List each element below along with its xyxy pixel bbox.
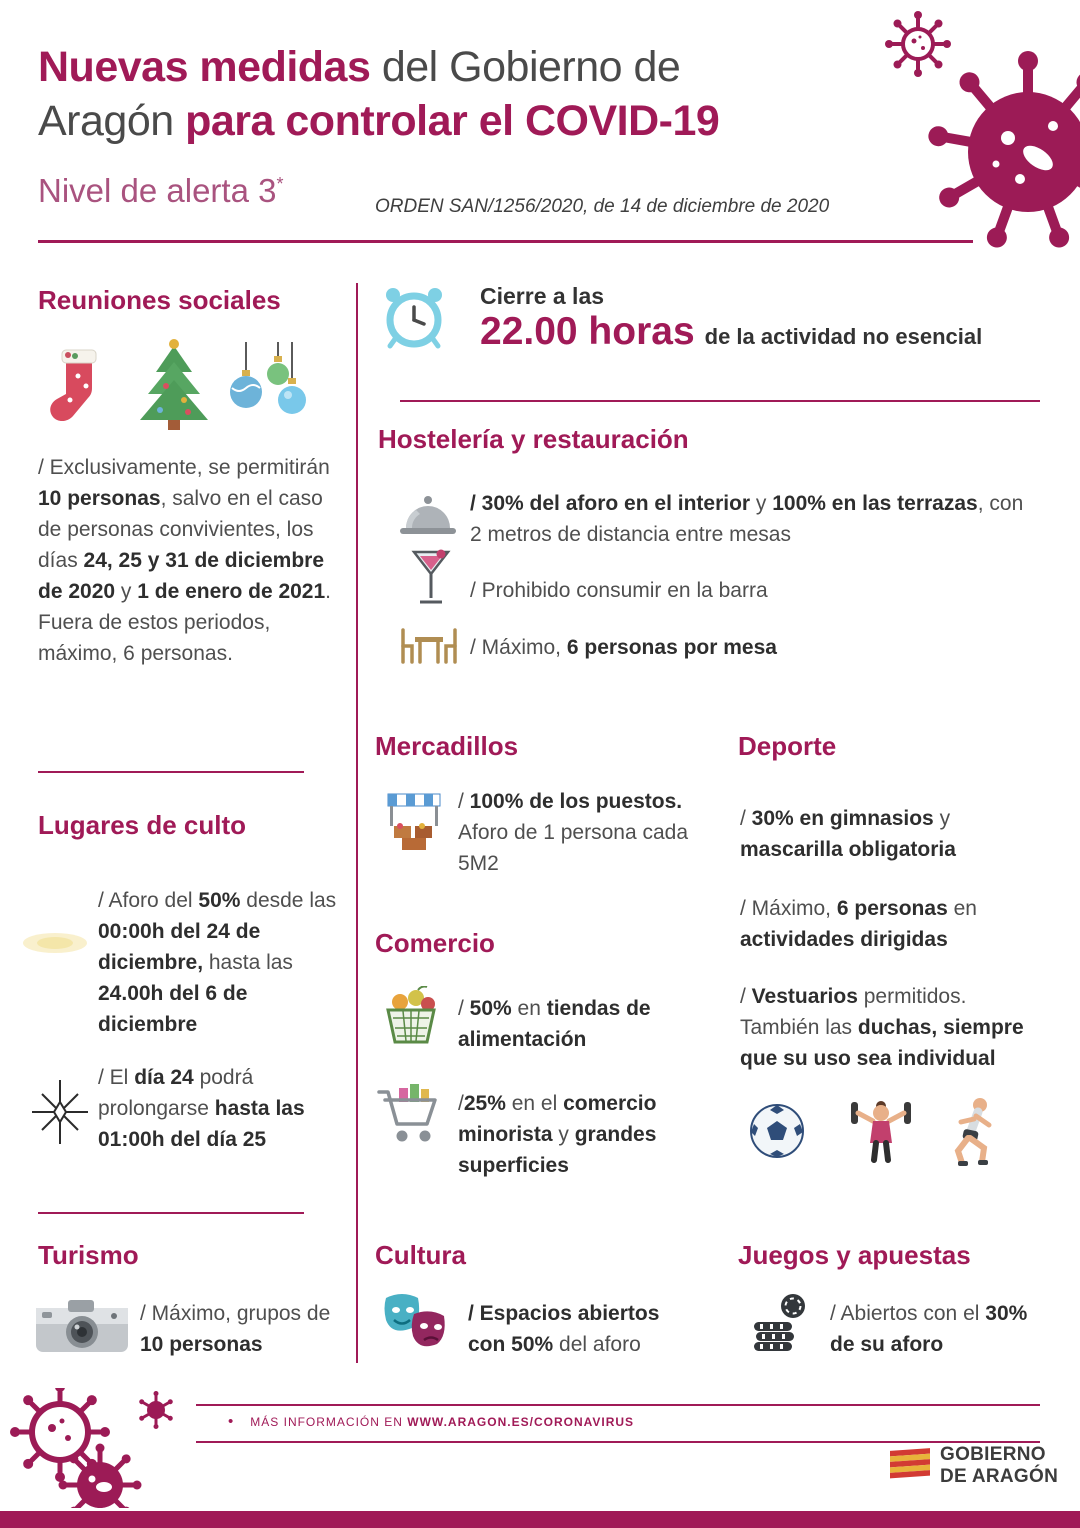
camera-icon [34,1292,130,1356]
section-heading: Hostelería y restauración [378,424,689,454]
divider [38,771,304,773]
stocking-icon [40,342,112,430]
alert-asterisk: * [276,174,284,194]
section-heading: Deporte [738,731,837,761]
baubles-icon [228,342,306,430]
section-body: / Aforo del 50% desde las 00:00h del 24 de diciembre, hasta las 24.00h del 6 de diciembre [98,889,337,1036]
virus-icon [870,0,1080,290]
divider [196,1441,1040,1443]
section-body: / 100% de los puestos. Aforo de 1 persona cada 5M2 [458,790,688,875]
section-body: / Abiertos con el 30% de su aforo [830,1302,1028,1356]
footer-bar [0,1511,1080,1528]
aragon-flag-icon [888,1445,934,1485]
star-icon [26,1078,94,1146]
section-body: /25% en el comercio minorista y grandes superficies [458,1092,657,1177]
section-body: / Vestuarios permitidos. También las duchas, siempre que su uso sea individual [740,985,1024,1070]
alarm-clock-icon [382,284,446,350]
closing-time: 22.00 horas [480,310,695,353]
section-heading: Mercadillos [375,731,519,761]
section-body: / Prohibido consumir en la barra [470,579,768,602]
closing-time-text [480,283,982,354]
footer-bullet: • [228,1413,235,1430]
grocery-basket-icon [378,986,444,1048]
section-body: / 30% del aforo en el interior y 100% en las terrazas, con 2 metros de distancia entre mesas [470,492,1024,546]
virus-icon [8,1388,188,1508]
section-body: / Espacios abiertos con 50% del aforo [468,1302,660,1356]
cocktail-icon [408,548,454,608]
footer-url: WWW.ARAGON.ES/CORONAVIRUS [407,1415,635,1429]
divider [38,1212,304,1214]
section-heading: Juegos y apuestas [738,1240,971,1270]
runner-icon [940,1096,1004,1168]
divider [400,400,1040,402]
candle-icon [20,928,90,958]
page-title: Nuevas medidas del Gobierno de Aragón para controlar el COVID-19 [38,43,720,145]
theater-masks-icon [380,1292,454,1356]
table-chairs-icon [398,620,460,668]
section-body: / Máximo, grupos de 10 personas [140,1302,331,1356]
weightlifting-icon [845,1094,917,1166]
shopping-cart-icon [375,1082,445,1148]
logo-line1: GOBIERNO [940,1444,1046,1465]
order-reference: ORDEN SAN/1256/2020, de 14 de diciembre de 2020 [375,196,830,217]
section-body: / El día 24 podrá prolongarse hasta las 01:00h del día 25 [98,1066,305,1151]
divider [196,1404,1040,1406]
header-divider [38,240,973,243]
footer-info [228,1413,634,1430]
section-body: / 30% en gimnasios y mascarilla obligatoria [740,807,956,861]
poker-chips-icon [748,1292,812,1352]
gobierno-aragon-logo [940,1444,1058,1488]
section-heading: Lugares de culto [38,810,247,840]
soccer-ball-icon [748,1102,806,1160]
section-body: / Máximo, 6 personas por mesa [470,636,777,659]
section-body: / Máximo, 6 personas en actividades dirigidas [740,897,977,951]
christmas-tree-icon [128,336,220,432]
footer-info-text: MÁS INFORMACIÓN EN [250,1415,408,1429]
closing-rest: de la actividad no esencial [704,324,983,349]
logo-line2: DE ARAGÓN [940,1466,1059,1487]
closing-line1: Cierre a las [480,283,605,309]
section-heading: Reuniones sociales [38,285,281,315]
market-stall-icon [382,790,446,854]
vertical-divider [356,283,358,1363]
section-heading: Turismo [38,1240,139,1270]
alert-level: Nivel de alerta 3* [38,172,284,209]
section-heading: Comercio [375,928,495,958]
section-body: / 50% en tiendas de alimentación [458,997,651,1051]
section-heading: Cultura [375,1240,466,1270]
cloche-icon [398,492,458,540]
section-body: / Exclusivamente, se permitirán 10 personas, salvo en el caso de personas convivientes, los días 24, 25 y 31 de diciembre de 2020 y 1 de enero de 2021. Fuera de estos periodos, máximo, 6 personas. [38,456,332,665]
